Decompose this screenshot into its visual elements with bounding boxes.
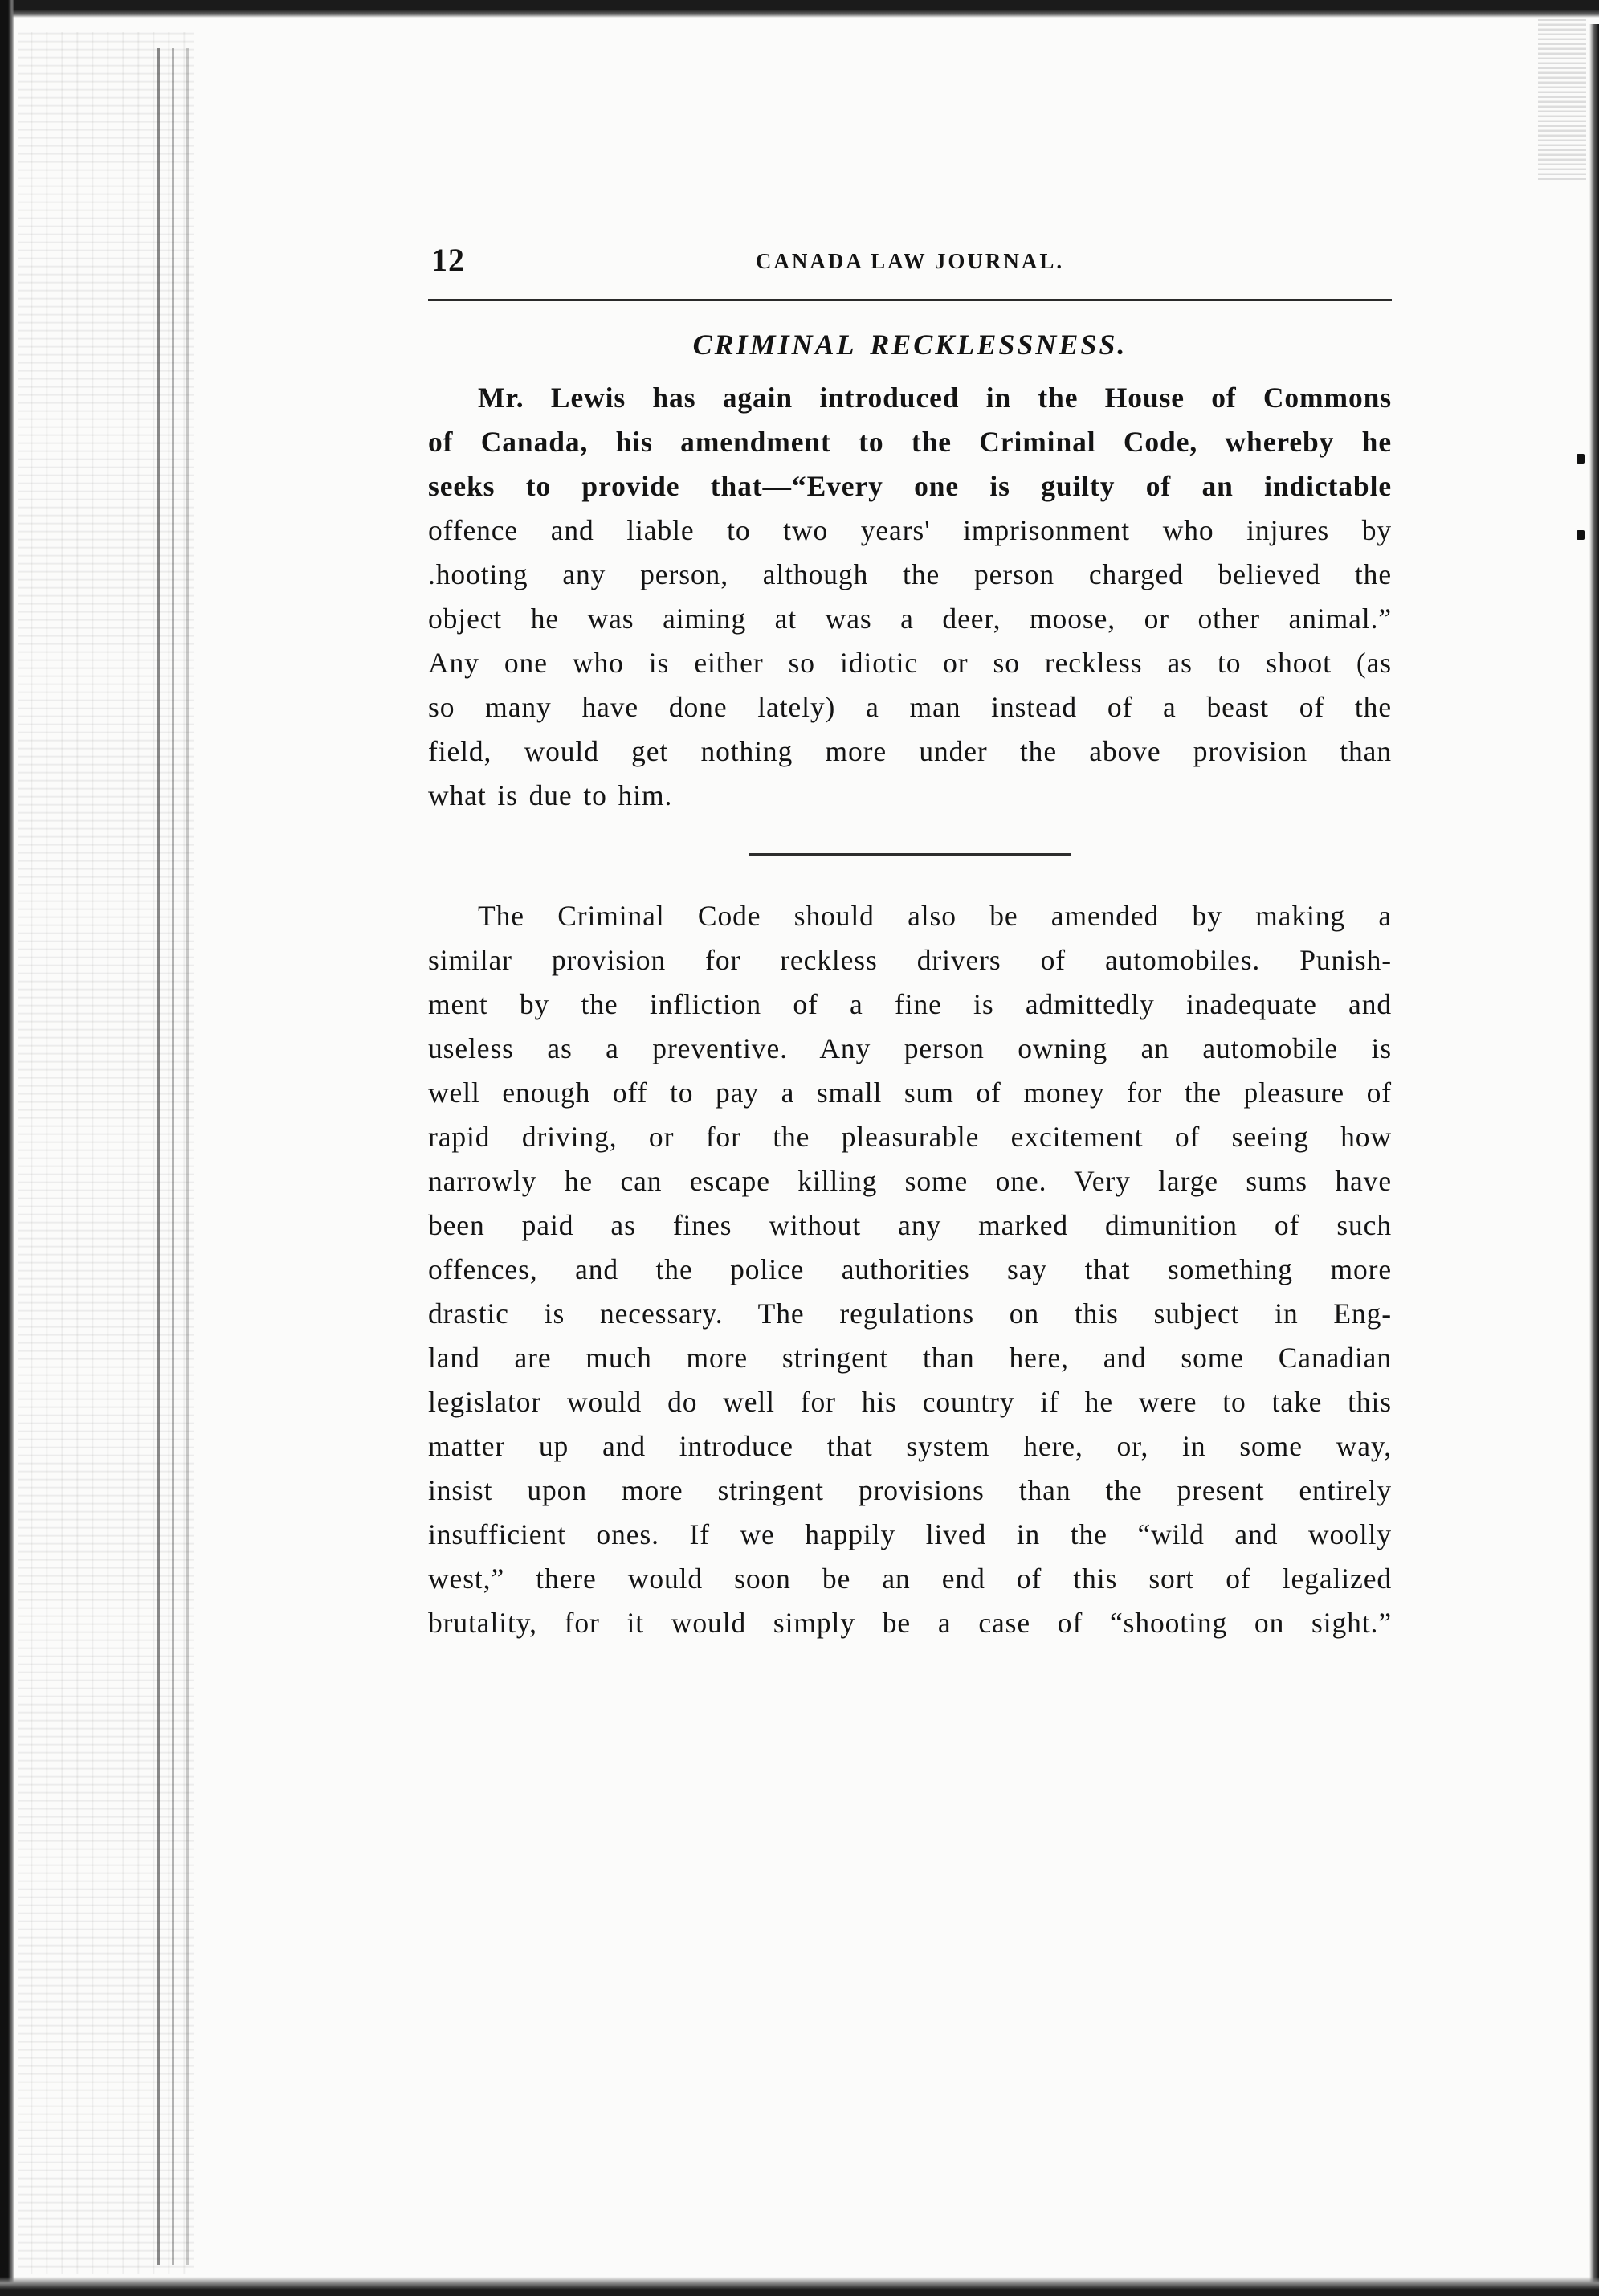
section-divider — [749, 853, 1071, 856]
margin-mark — [1577, 454, 1585, 464]
margin-mark — [1577, 530, 1585, 540]
text-line: similar provision for reckless drivers of automobiles. Punish- — [428, 944, 1392, 976]
text-line: The Criminal Code should also be amended by making a — [478, 900, 1392, 932]
text-line: of Canada, his amendment to the Criminal Code, whereby he — [428, 426, 1392, 458]
scan-edge-top — [0, 0, 1599, 18]
paragraph-1 — [428, 376, 1392, 818]
journal-page — [428, 241, 1392, 1645]
text-line: field, would get nothing more under the above provision than — [428, 735, 1392, 767]
text-line: so many have done lately) a man instead of a beast of the — [428, 691, 1392, 723]
binding-line — [157, 48, 160, 2265]
text-line: narrowly he can escape killing some one. Very large sums have — [428, 1165, 1392, 1197]
text-line: seeks to provide that—“Every one is guilty of an indictable — [428, 470, 1392, 502]
scan-edge-bottom — [0, 2277, 1599, 2296]
text-line: offence and liable to two years' imprisonment who injures by — [428, 514, 1392, 546]
text-line: useless as a preventive. Any person owning an automobile is — [428, 1032, 1392, 1064]
article-title: CRIMINAL RECKLESSNESS. — [692, 329, 1128, 361]
text-line: object he was aiming at was a deer, moose, or other animal.” — [428, 603, 1392, 635]
text-line: well enough off to pay a small sum of money for the pleasure of — [428, 1077, 1392, 1109]
scan-edge-left — [0, 0, 14, 2296]
text-line: rapid driving, or for the pleasurable excitement of seeing how — [428, 1121, 1392, 1153]
text-line: what is due to him. — [428, 779, 673, 811]
text-line: Any one who is either so idiotic or so reckless as to shoot (as — [428, 647, 1392, 679]
text-line: ment by the infliction of a fine is admittedly inadequate and — [428, 988, 1392, 1020]
binding-line — [172, 48, 174, 2265]
text-line: been paid as fines without any marked dimunition of such — [428, 1209, 1392, 1241]
binding-shadow — [18, 32, 194, 2274]
text-line: .hooting any person, although the person charged believed the — [428, 558, 1392, 590]
text-line: offences, and the police authorities say that something more — [428, 1253, 1392, 1285]
binding-line — [186, 48, 189, 2265]
text-line: west,” there would soon be an end of this sort of legalized — [428, 1563, 1392, 1595]
text-line: brutality, for it would simply be a case of “shooting on sight.” — [428, 1607, 1392, 1639]
text-line: matter up and introduce that system here, or, in some way, — [428, 1430, 1392, 1462]
text-line: legislator would do well for his country if he were to take this — [428, 1386, 1392, 1418]
running-head: CANADA LAW JOURNAL. — [755, 249, 1065, 273]
text-line: insufficient ones. If we happily lived in the “wild and woolly — [428, 1518, 1392, 1550]
page-number: 12 — [431, 242, 465, 278]
text-line: Mr. Lewis has again introduced in the House of Commons — [478, 382, 1392, 414]
paragraph-2 — [428, 894, 1392, 1645]
text-line: land are much more stringent than here, and some Canadian — [428, 1342, 1392, 1374]
page-header — [428, 241, 1392, 283]
text-line: drastic is necessary. The regulations on this subject in Eng- — [428, 1297, 1392, 1330]
text-line: insist upon more stringent provisions than the present entirely — [428, 1474, 1392, 1506]
scan-corner-noise — [1538, 19, 1586, 180]
header-rule — [428, 299, 1392, 301]
scan-edge-right — [1589, 24, 1599, 2296]
